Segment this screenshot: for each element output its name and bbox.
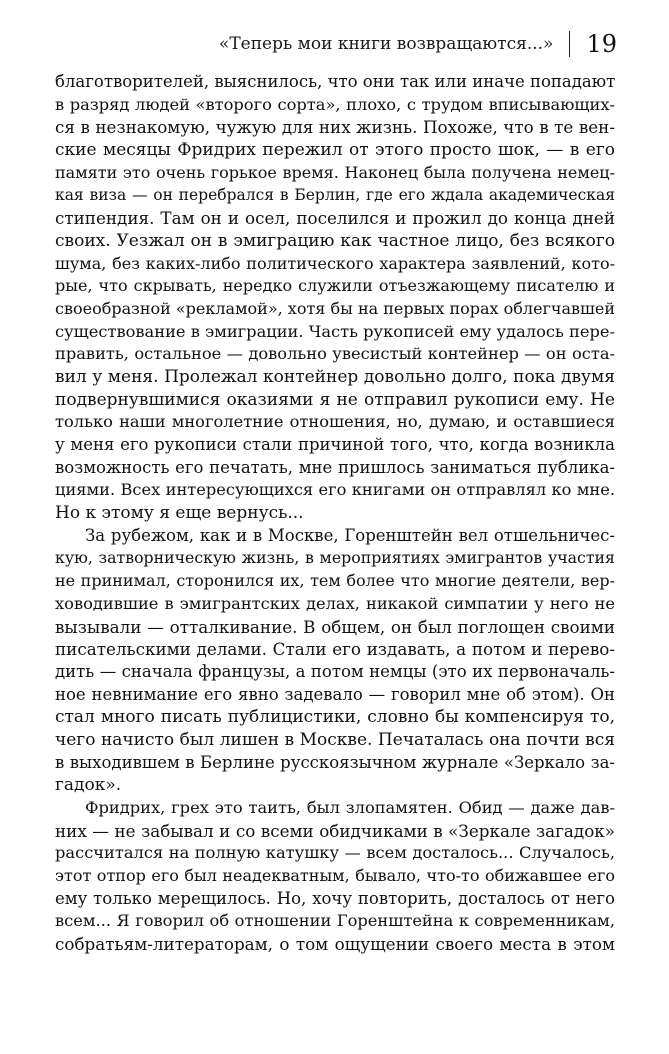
body-text [55, 71, 615, 956]
text-line: ховодившие в эмигрантских делах, никакой симпатии у него не [55, 593, 615, 613]
text-line: вызывали — отталкивание. В общем, он был поглощен своими [55, 616, 615, 637]
text-line: своих. Уезжал он в эмиграцию как частное лицо, без всякого [55, 230, 615, 251]
text-line: в выходившем в Берлине русскоязычном журнале «Зеркало за- [55, 752, 615, 772]
text-line: подвернувшимися оказиями я не отправил рукописи ему. Не [55, 389, 615, 410]
text-line: ное невнимание его явно задевало — говорил мне об этом). Он [55, 684, 615, 704]
text-line: шума, без каких-либо политического характера заявлений, кото- [55, 253, 615, 273]
text-line: памяти это очень горькое время. Наконец была получена немец- [55, 162, 615, 182]
text-line: в разряд людей «второго сорта», плохо, с трудом вписывающих- [55, 94, 615, 114]
text-line: дить — сначала французы, а потом немцы (это их первоначаль- [55, 661, 615, 681]
text-line: писательскими делами. Стали его издавать, а потом и перево- [55, 639, 615, 660]
running-title: «Теперь мои книги возвращаются...» [218, 34, 554, 54]
text-line: Но к этому я еще вернусь... [55, 503, 304, 524]
text-line: циями. Всех интересующихся его книгами он отправлял ко мне. [55, 480, 615, 500]
text-line: ему только мерещилось. Но, хочу повторить, досталось от него [55, 888, 615, 908]
text-line: стал много писать публицистики, словно бы компенсируя то, [55, 707, 615, 728]
running-header [219, 28, 617, 60]
text-line: стипендия. Там он и осел, поселился и прожил до конца дней [55, 208, 615, 229]
text-line: этот отпор его был неадекватным, бывало, что-то обижавшее его [55, 866, 615, 886]
text-line: вил у меня. Пролежал контейнер довольно долго, пока двумя [55, 366, 615, 387]
text-line: За рубежом, как и в Москве, Горенштейн вел отшельничес- [85, 525, 615, 545]
text-line: возможность его печатать, мне пришлось заниматься публика- [55, 457, 615, 477]
text-line: собратьям-литераторам, о том ощущении своего места в этом [55, 934, 615, 955]
text-line: чего начисто был лишен в Москве. Печаталась она почти вся [55, 729, 615, 750]
text-line: благотворителей, выяснилось, что они так или иначе попадают [55, 72, 615, 91]
text-line: ся в незнакомую, чужую для них жизнь. Похоже, что в те вен- [55, 117, 615, 138]
text-line: гадок». [55, 775, 122, 796]
text-line: существование в эмиграции. Часть рукописей ему удалось пере- [55, 321, 615, 341]
text-line: рассчитался на полную катушку — всем досталось... Случалось, [55, 843, 615, 863]
text-line: не принимал, сторонился их, тем более что многие деятели, вер- [55, 571, 615, 591]
page-number: 19 [586, 30, 617, 58]
text-line: Фридрих, грех это таить, был злопамятен. Обид — даже дав- [85, 798, 615, 817]
text-line: ские месяцы Фридрих пережил от этого просто шок, — в его [55, 140, 615, 161]
text-line: своеобразной «рекламой», хотя бы на первых порах облегчавшей [55, 298, 615, 318]
text-line: у меня его рукописи стали причиной того, что, когда возникла [55, 435, 615, 454]
text-line: кая виза — он перебрался в Берлин, где его ждала академическая [55, 186, 615, 205]
text-line: только наши многолетние отношения, но, думаю, и оставшиеся [55, 412, 615, 432]
text-line: кую, затворническую жизнь, в мероприятиях эмигрантов участия [55, 548, 615, 568]
text-line: всем... Я говорил об отношении Горенштейна к современникам, [55, 911, 615, 931]
text-line: править, остальное — довольно увесистый контейнер — он оста- [55, 344, 615, 364]
text-line: них — не забывал и со всеми обидчиками в «Зеркале загадок» [55, 820, 615, 841]
text-line: рые, что скрывать, нередко служили отъезжающему писателю и [55, 276, 615, 296]
